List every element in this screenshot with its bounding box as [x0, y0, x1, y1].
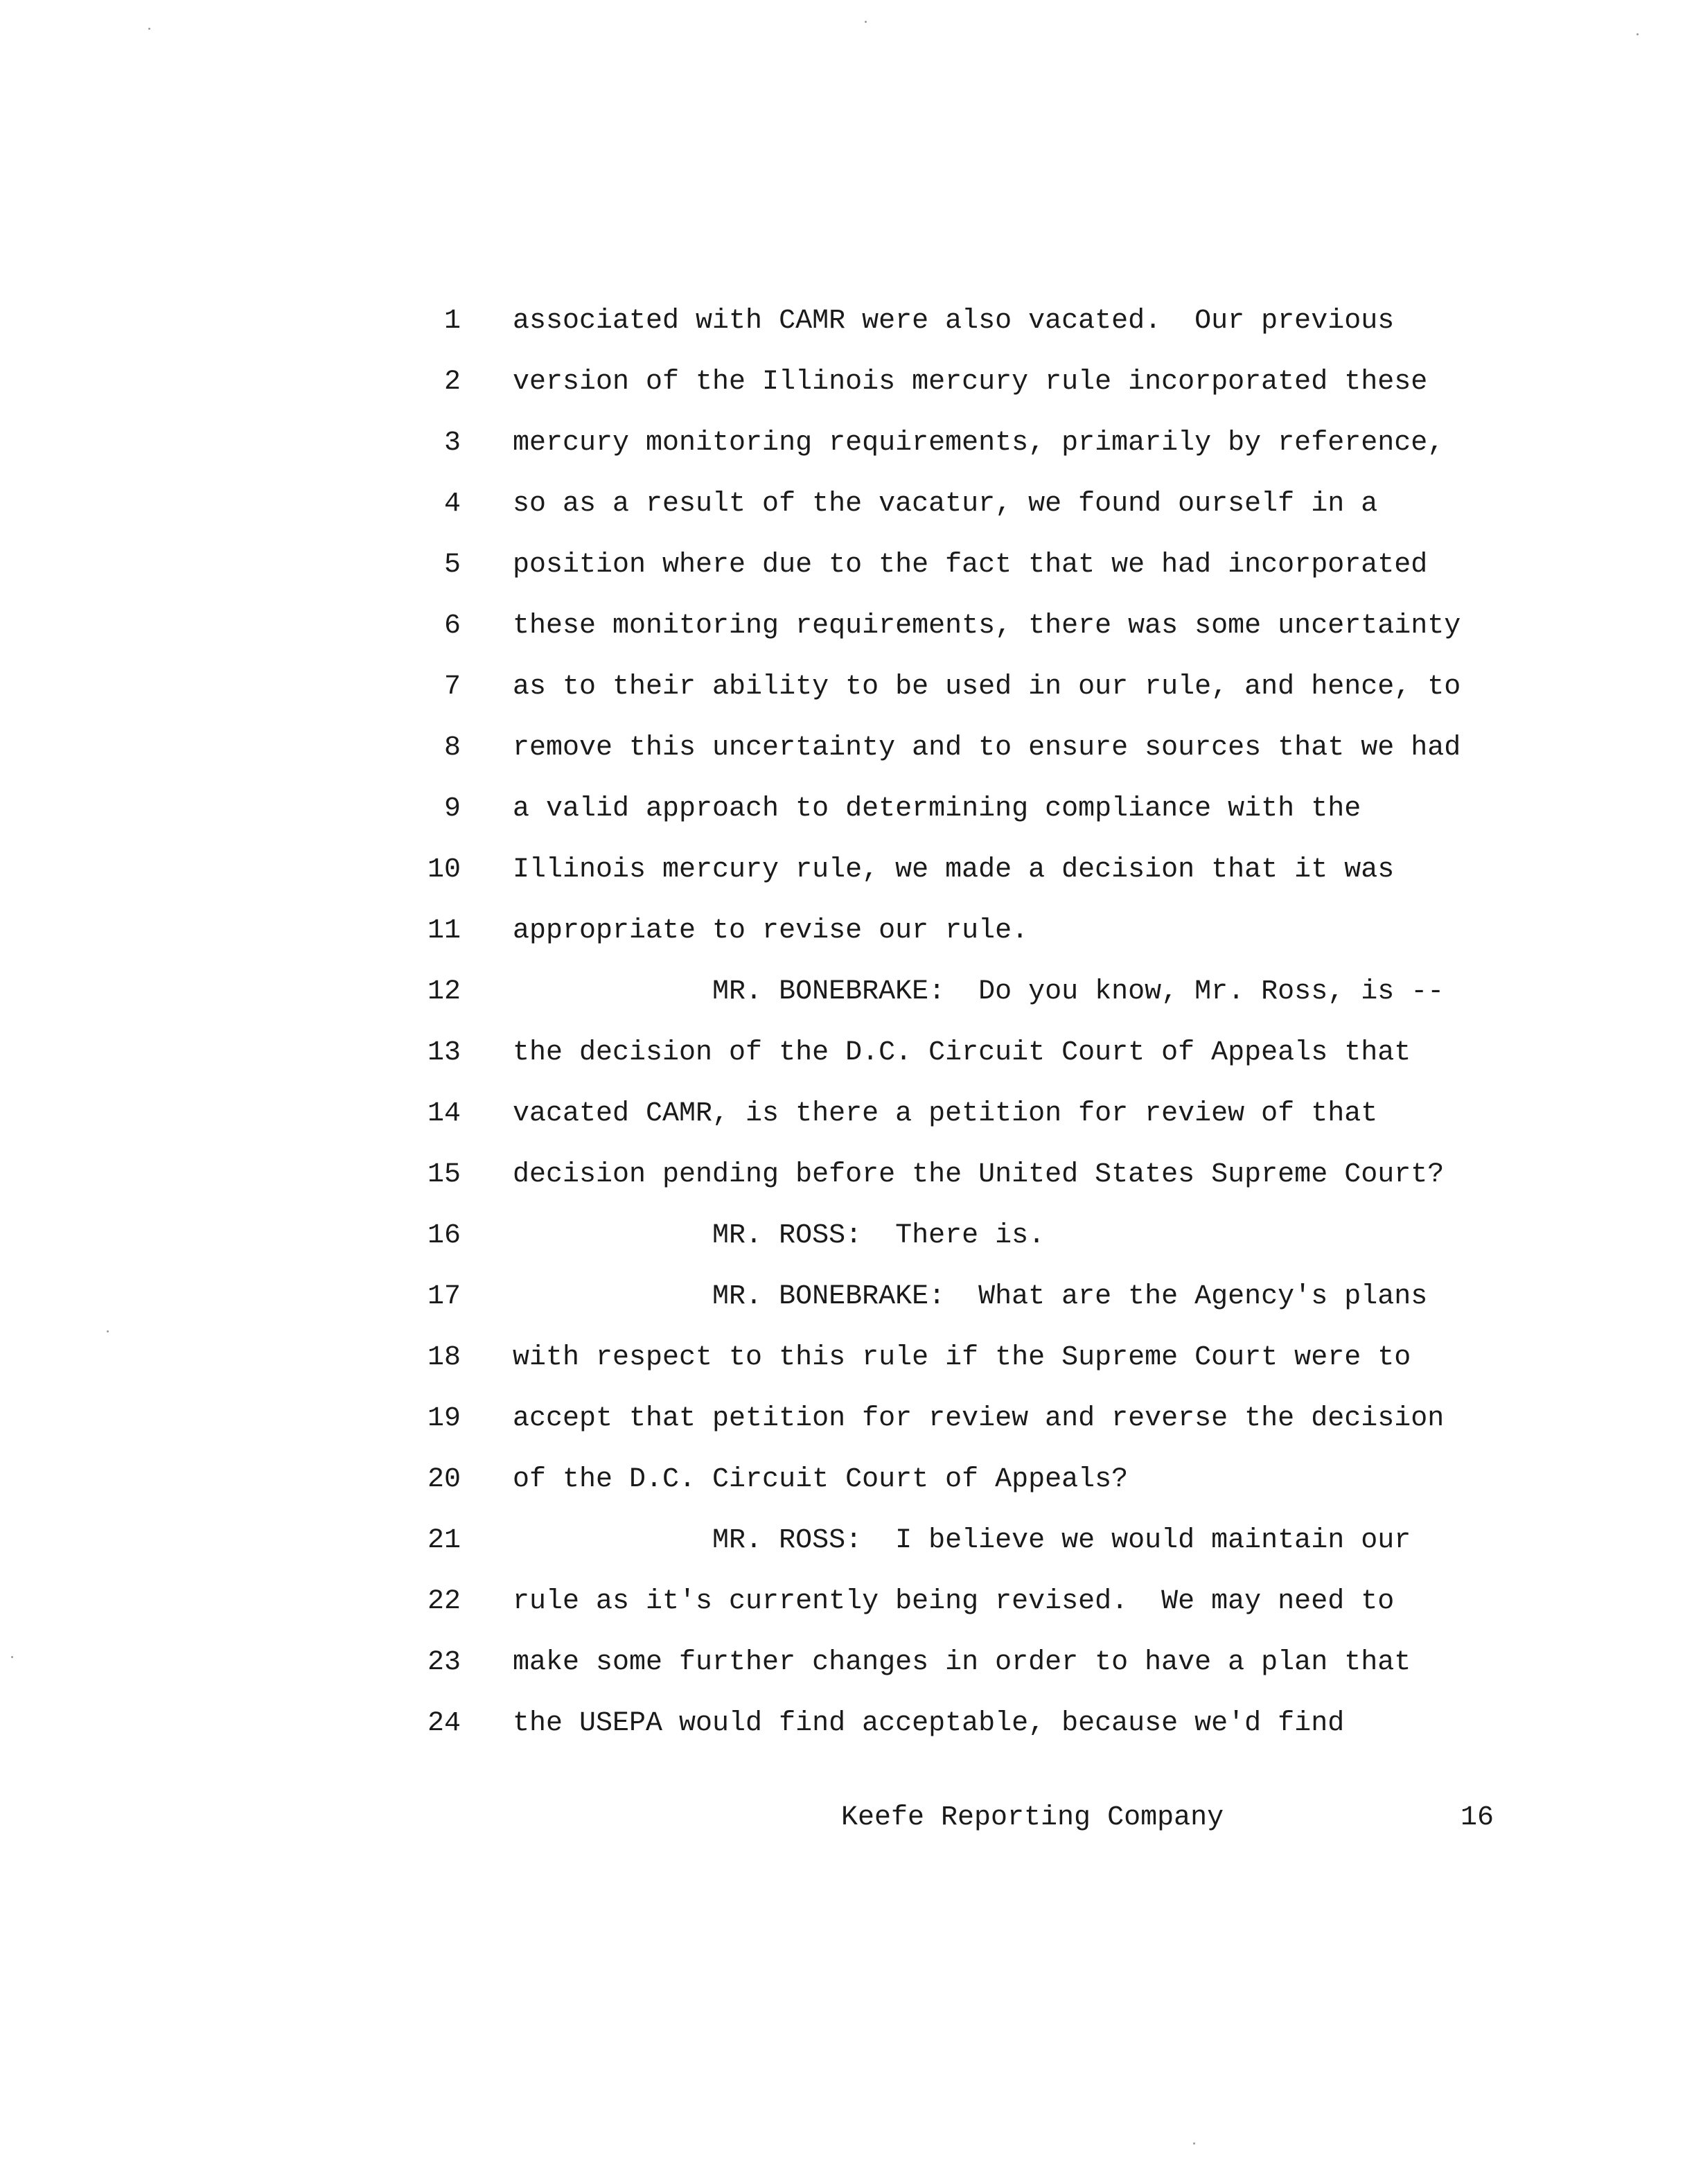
line-text: Illinois mercury rule, we made a decision that it was [513, 854, 1395, 886]
line-text: so as a result of the vacatur, we found ourself in a [513, 488, 1378, 520]
transcript-line [0, 1339, 1685, 1400]
transcript-line [0, 1583, 1685, 1644]
transcript-line [0, 1278, 1685, 1339]
scan-speck [148, 28, 150, 30]
line-text: decision pending before the United States Supreme Court? [513, 1159, 1445, 1190]
line-number: 3 [443, 428, 461, 459]
line-text: the USEPA would find acceptable, because we'd find [513, 1708, 1345, 1739]
line-text: these monitoring requirements, there was some uncertainty [513, 610, 1461, 642]
line-text: rule as it's currently being revised. We may need to [513, 1586, 1395, 1617]
transcript-line [0, 1705, 1685, 1765]
scan-speck [1637, 33, 1639, 35]
line-number: 13 [427, 1037, 461, 1068]
line-number: 9 [443, 793, 461, 825]
transcript-line [0, 1461, 1685, 1522]
line-text: as to their ability to be used in our rule, and hence, to [513, 671, 1461, 703]
line-text: remove this uncertainty and to ensure sources that we had [513, 732, 1461, 764]
line-number: 4 [443, 488, 461, 520]
reporting-company-name: Keefe Reporting Company [841, 1802, 1224, 1833]
line-number: 14 [427, 1098, 461, 1129]
page-footer [0, 1799, 1685, 1840]
line-text: associated with CAMR were also vacated. Our previous [513, 306, 1395, 337]
line-number: 19 [427, 1403, 461, 1434]
transcript-line [0, 973, 1685, 1034]
scan-speck [1193, 2142, 1195, 2145]
line-text: with respect to this rule if the Supreme Court were to [513, 1342, 1411, 1373]
line-number: 20 [427, 1464, 461, 1495]
line-number: 16 [427, 1220, 461, 1251]
line-number: 12 [427, 976, 461, 1007]
transcript-line [0, 424, 1685, 485]
line-text: mercury monitoring requirements, primarily by reference, [513, 428, 1445, 459]
line-number: 17 [427, 1281, 461, 1312]
line-number: 7 [443, 671, 461, 703]
line-text: MR. BONEBRAKE: Do you know, Mr. Ross, is -- [513, 976, 1445, 1007]
transcript-line [0, 790, 1685, 851]
line-number: 8 [443, 732, 461, 764]
line-text: MR. BONEBRAKE: What are the Agency's plans [513, 1281, 1428, 1312]
transcript-line [0, 1217, 1685, 1278]
line-number: 21 [427, 1525, 461, 1556]
line-number: 15 [427, 1159, 461, 1190]
line-text: of the D.C. Circuit Court of Appeals? [513, 1464, 1129, 1495]
line-text: version of the Illinois mercury rule incorporated these [513, 367, 1428, 398]
transcript-line [0, 729, 1685, 790]
line-text: MR. ROSS: There is. [513, 1220, 1046, 1251]
line-number: 22 [427, 1586, 461, 1617]
transcript-line [0, 1522, 1685, 1583]
line-text: appropriate to revise our rule. [513, 915, 1029, 946]
transcript-line [0, 851, 1685, 912]
transcript-line [0, 1644, 1685, 1705]
line-number: 18 [427, 1342, 461, 1373]
transcript-line [0, 546, 1685, 607]
transcript-line [0, 1400, 1685, 1461]
line-text: vacated CAMR, is there a petition for review of that [513, 1098, 1378, 1129]
page-number: 16 [1461, 1802, 1494, 1833]
line-number: 10 [427, 854, 461, 886]
transcript-line [0, 302, 1685, 363]
line-text: accept that petition for review and reverse the decision [513, 1403, 1445, 1434]
line-number: 1 [443, 306, 461, 337]
line-number: 5 [443, 549, 461, 581]
transcript-line [0, 1156, 1685, 1217]
transcript-line [0, 668, 1685, 729]
line-number: 2 [443, 367, 461, 398]
line-text: a valid approach to determining compliance with the [513, 793, 1361, 825]
line-text: make some further changes in order to have a plan that [513, 1647, 1411, 1678]
line-text: MR. ROSS: I believe we would maintain our [513, 1525, 1411, 1556]
transcript-line [0, 912, 1685, 973]
transcript-line [0, 1095, 1685, 1156]
scan-speck [865, 21, 867, 23]
line-number: 11 [427, 915, 461, 946]
line-text: the decision of the D.C. Circuit Court of Appeals that [513, 1037, 1411, 1068]
transcript-line [0, 607, 1685, 668]
transcript-line [0, 485, 1685, 546]
transcript-line [0, 1034, 1685, 1095]
line-number: 6 [443, 610, 461, 642]
line-number: 24 [427, 1708, 461, 1739]
line-text: position where due to the fact that we had incorporated [513, 549, 1428, 581]
line-number: 23 [427, 1647, 461, 1678]
transcript-body [0, 302, 1685, 1765]
transcript-line [0, 363, 1685, 424]
